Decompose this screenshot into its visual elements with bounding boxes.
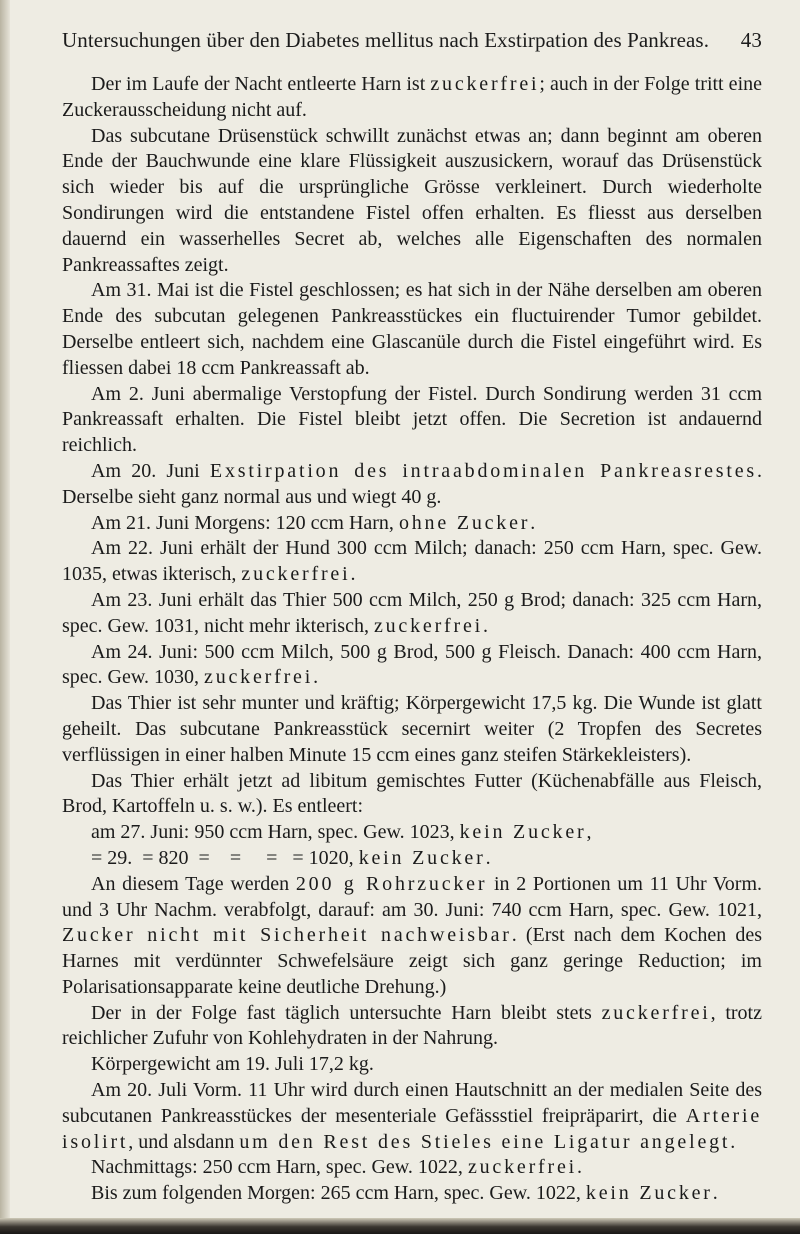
paragraph: Das Thier erhält jetzt ad libitum gemischtes Futter (Küchenabfälle aus Fleisch, Brod, Kartoffeln u. s. w.). Es entleert:	[62, 769, 762, 818]
page-edge-shadow	[0, 0, 10, 1234]
text-run: Der im Laufe der Nacht entleerte Harn ist	[91, 73, 431, 95]
text-run: .	[313, 666, 319, 689]
page-number: 43	[740, 28, 762, 52]
text-run: .	[730, 1130, 736, 1153]
paragraph: Am 2. Juni abermalige Verstopfung der Fistel. Durch Sondirung werden 31 ccm Pankreassaft erhalten. Die Fistel bleibt jetzt offen. Die Secretion ist andauernd reichlich.	[62, 382, 762, 457]
running-title: Untersuchungen über den Diabetes mellitus nach Exstirpation des Pankreas.	[62, 28, 710, 52]
text-run: Nachmittags: 250 ccm Harn, spec. Gew. 1022,	[91, 1156, 468, 1179]
page-header	[62, 28, 762, 53]
text-run: , und alsdann	[128, 1130, 240, 1153]
text-run: .	[483, 614, 488, 637]
text-run: .	[485, 846, 491, 869]
text-run: = 29. = 820 = = = = 1020,	[91, 846, 359, 869]
paragraph	[62, 846, 762, 872]
paragraph	[62, 459, 762, 511]
text-run: .	[350, 563, 356, 586]
text-run: . Derselbe sieht ganz normal aus und wiegt 40 g.	[62, 459, 763, 508]
text-run: Am 22. Juni erhält der Hund 300 ccm Milch; danach: 250 ccm Harn, spec. Gew. 1035, etwas ikterisch,	[62, 537, 762, 586]
paragraph	[62, 872, 762, 1001]
emphasis-text: zuckerfrei	[601, 1001, 711, 1024]
text-run: .	[530, 511, 536, 534]
emphasis-text: Zucker nicht mit Sicherheit nachweisbar	[62, 924, 512, 947]
paragraph	[62, 1001, 762, 1053]
paragraph: Das Thier ist sehr munter und kräftig; Körpergewicht 17,5 kg. Die Wunde ist glatt geheilt. Das subcutane Pankreasstück secernirt weiter (2 Tropfen des Secretes verflüssigen in einer halben Minute 15 ccm eines ganz steifen Stärkekleisters).	[62, 692, 762, 766]
text-run: . (Erst nach dem Kochen des Harnes mit verdünnter Schwefelsäure zeigt sich ganz geringe Reduction; im Polarisationsapparate keine deutliche Drehung.)	[62, 924, 763, 998]
text-run: ; auch in der Folge tritt eine Zuckerausscheidung nicht auf.	[62, 73, 762, 121]
paragraph	[62, 511, 762, 537]
paragraph	[62, 1155, 762, 1181]
paragraph: Am 31. Mai ist die Fistel geschlossen; es hat sich in der Nähe derselben am oberen Ende des subcutan gelegenen Pankreasstückes ein fluctuirender Tumor gebildet. Derselbe entleert sich, nachdem eine Glascanüle durch die Fistel eingeführt wird. Es fliessen dabei 18 ccm Pankreassaft ab.	[62, 279, 762, 379]
emphasis-text: zuckerfrei	[373, 614, 483, 637]
emphasis-text: ohne Zucker	[398, 511, 531, 534]
emphasis-text: kein Zucker	[459, 821, 587, 844]
emphasis-text: kein Zucker	[358, 846, 486, 869]
paragraph	[62, 536, 762, 588]
paragraph	[62, 640, 762, 692]
paragraph	[62, 820, 762, 846]
emphasis-text: 200 g Rohrzucker	[295, 872, 488, 895]
paragraph	[62, 1078, 762, 1155]
paragraph	[62, 1181, 762, 1207]
paragraph	[62, 72, 762, 124]
text-run: Am 20. Juni	[91, 459, 210, 482]
page-bottom-edge	[0, 1218, 800, 1234]
text-run: Am 21. Juni Morgens: 120 ccm Harn,	[91, 511, 399, 534]
emphasis-text: zuckerfrei	[467, 1156, 577, 1179]
emphasis-text: um den Rest des Stieles eine Ligatur angelegt	[239, 1130, 731, 1153]
text-run: in 2 Portionen um 11 Uhr Vorm. und 3 Uhr Nachm. verabfolgt, darauf: am 30. Juni: 740 ccm Harn, spec. Gew. 1021,	[62, 872, 763, 921]
text-run: , trotz reichlicher Zufuhr von Kohlehydraten in der Nahrung.	[62, 1001, 762, 1050]
text-run: ,	[586, 821, 592, 844]
emphasis-text: Exstirpation des intraabdominalen Pankreasrestes	[209, 459, 758, 482]
text-run: Bis zum folgenden Morgen: 265 ccm Harn, spec. Gew. 1022,	[91, 1182, 586, 1205]
text-run: .	[576, 1156, 582, 1179]
emphasis-text: Arterie isolirt	[62, 1104, 762, 1153]
emphasis-text: zuckerfrei	[204, 666, 314, 689]
paragraph	[62, 588, 762, 640]
emphasis-text: zuckerfrei	[430, 73, 540, 95]
text-run: Am 20. Juli Vorm. 11 Uhr wird durch einen Hautschnitt an der medialen Seite des subcutanen Pankreasstückes der mesenteriale Gefässstiel freipräparirt, die	[62, 1079, 762, 1127]
body-text	[62, 72, 762, 1207]
text-run: Am 23. Juni erhält das Thier 500 ccm Milch, 250 g Brod; danach: 325 ccm Harn, spec. Gew. 1031, nicht mehr ikterisch,	[62, 588, 762, 637]
text-run: am 27. Juni: 950 ccm Harn, spec. Gew. 1023,	[91, 821, 460, 844]
text-run: Der in der Folge fast täglich untersuchte Harn bleibt stets	[91, 1001, 602, 1024]
text-run: An diesem Tage werden	[91, 872, 296, 895]
text-run: .	[712, 1182, 718, 1205]
text-run: Am 24. Juni: 500 ccm Milch, 500 g Brod, 500 g Fleisch. Danach: 400 ccm Harn, spec. Gew. 1030,	[62, 640, 762, 689]
emphasis-text: kein Zucker	[585, 1182, 713, 1205]
paragraph: Körpergewicht am 19. Juli 17,2 kg.	[91, 1053, 374, 1076]
emphasis-text: zuckerfrei	[241, 563, 351, 586]
paragraph: Das subcutane Drüsenstück schwillt zunächst etwas an; dann beginnt am oberen Ende der Bauchwunde eine klare Flüssigkeit auszusickern, worauf das Drüsenstück sich wieder bis auf die ursprüngliche Grösse verkleinert. Durch wiederholte Sondirungen wird die entstandene Fistel offen erhalten. Es fliesst aus derselben dauernd ein wasserhelles Secret ab, welches alle Eigenschaften des normalen Pankreassaftes zeigt.	[62, 124, 762, 276]
